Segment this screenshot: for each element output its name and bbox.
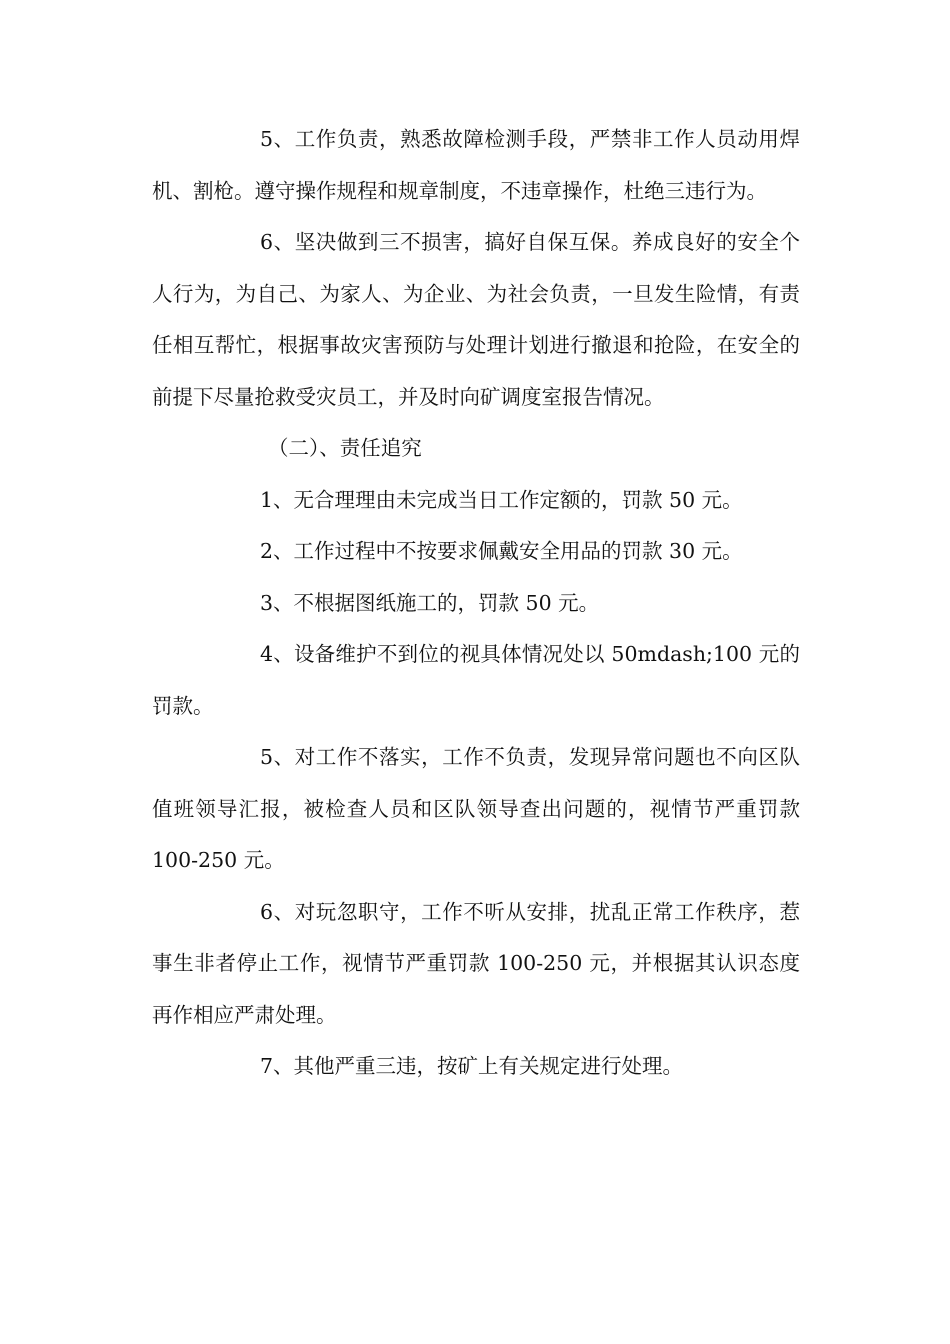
paragraph-penalty-1: 1、无合理理由未完成当日工作定额的，罚款 50 元。 bbox=[260, 487, 743, 512]
document-body bbox=[152, 114, 800, 1093]
paragraph-penalty-4: 4、设备维护不到位的视具体情况处以 50mdash;100 元的罚款。 bbox=[152, 642, 800, 718]
paragraph-rule-5: 5、工作负责，熟悉故障检测手段，严禁非工作人员动用焊机、割枪。遵守操作规程和规章制度，不违章操作，杜绝三违行为。 bbox=[152, 127, 800, 203]
paragraph-rule-6: 6、坚决做到三不损害，搞好自保互保。养成良好的安全个人行为，为自己、为家人、为企业、为社会负责，一旦发生险情，有责任相互帮忙，根据事故灾害预防与处理计划进行撤退和抢险，在安全的前提下尽量抢救受灾员工，并及时向矿调度室报告情况。 bbox=[152, 230, 800, 409]
paragraph-penalty-3: 3、不根据图纸施工的，罚款 50 元。 bbox=[260, 590, 600, 615]
paragraph-penalty-7: 7、其他严重三违，按矿上有关规定进行处理。 bbox=[260, 1054, 684, 1078]
paragraph-penalty-2: 2、工作过程中不按要求佩戴安全用品的罚款 30 元。 bbox=[260, 539, 743, 563]
paragraph-penalty-5: 5、对工作不落实，工作不负责，发现异常问题也不向区队值班领导汇报，被检查人员和区队领导查出问题的，视情节严重罚款 100-250 元。 bbox=[152, 745, 800, 872]
section-heading-responsibility: （二）、责任追究 bbox=[268, 436, 422, 460]
paragraph-penalty-6: 6、对玩忽职守，工作不听从安排，扰乱正常工作秩序，惹事生非者停止工作，视情节严重罚款 100-250 元，并根据其认识态度再作相应严肃处理。 bbox=[152, 899, 800, 1027]
